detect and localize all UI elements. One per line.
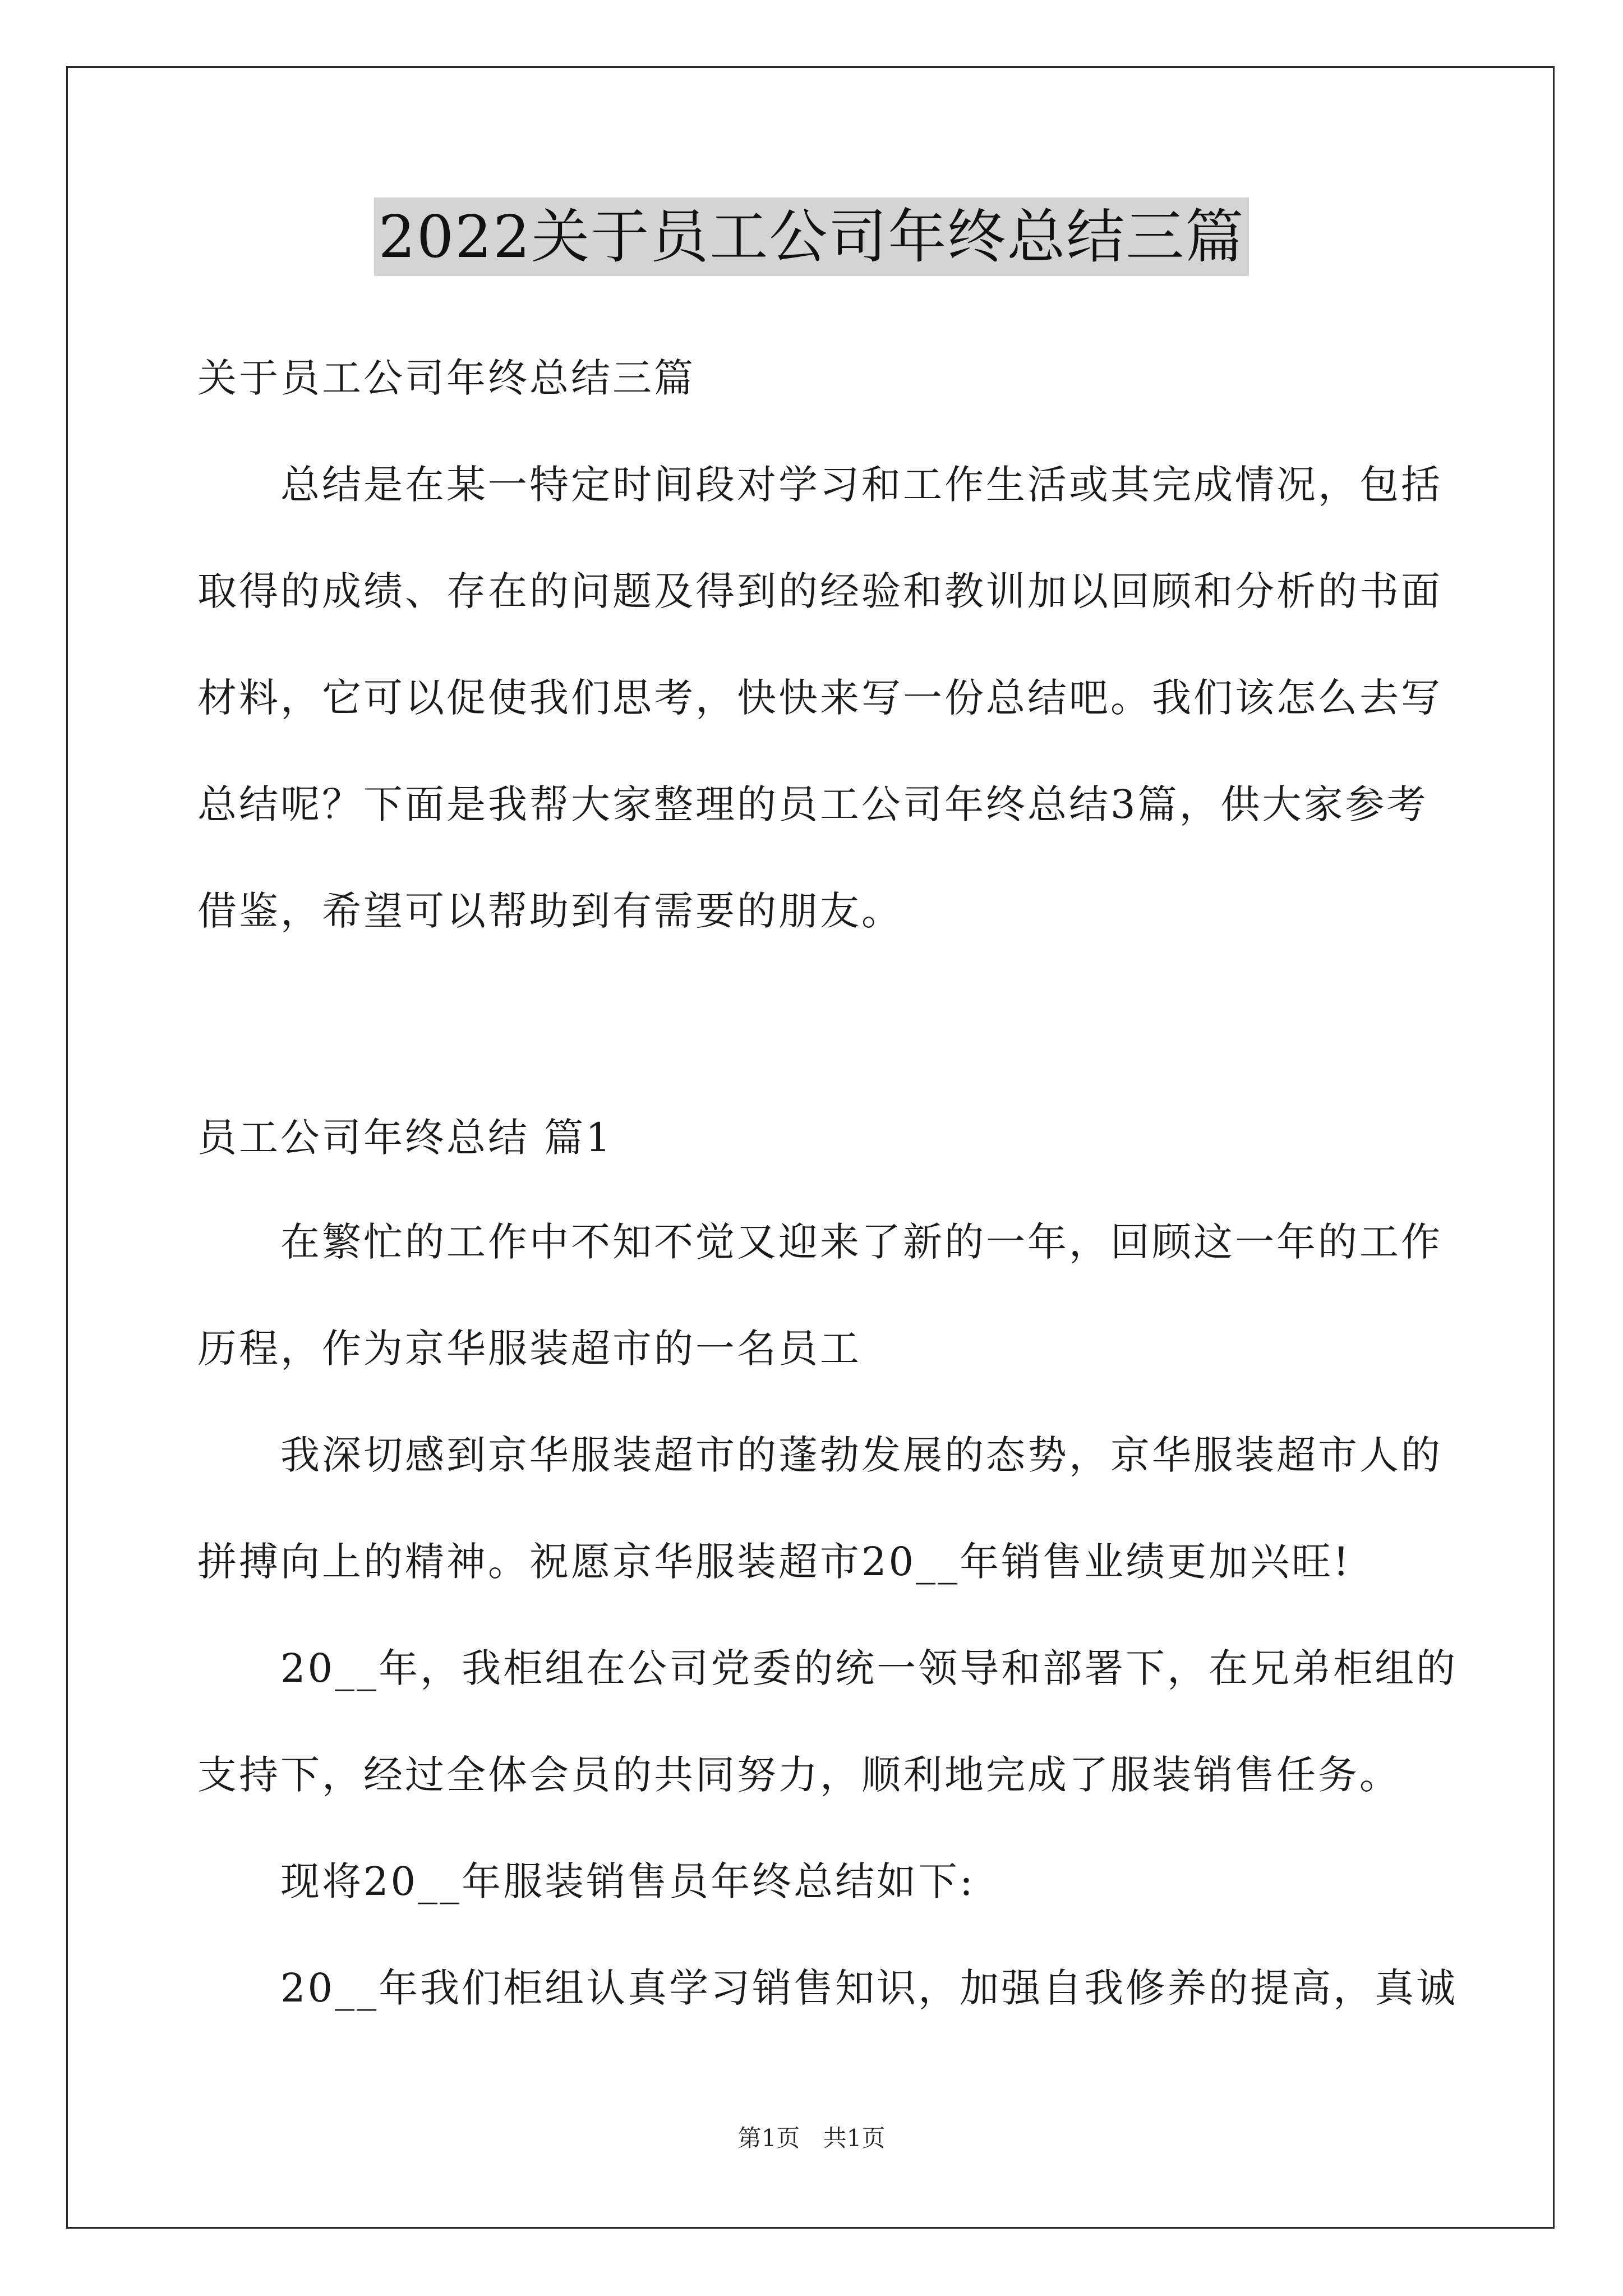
body-line: 取得的成绩、存在的问题及得到的经验和教训加以回顾和分析的书面 xyxy=(197,568,1442,614)
body-line: 总结呢？下面是我帮大家整理的员工公司年终总结3篇，供大家参考 xyxy=(197,781,1428,827)
body-line: 历程，作为京华服装超市的一名员工 xyxy=(197,1326,861,1372)
body-line: 支持下，经过全体会员的共同努力，顺利地完成了服装销售任务。 xyxy=(197,1752,1401,1798)
body-line: 借鉴，希望可以帮助到有需要的朋友。 xyxy=(197,888,903,934)
section-heading: 员工公司年终总结 篇1 xyxy=(197,1115,613,1161)
page-number-current: 第1页 xyxy=(737,2124,800,2152)
page-number-total: 共1页 xyxy=(823,2124,886,2152)
body-line: 我深切感到京华服装超市的蓬勃发展的态势，京华服装超市人的 xyxy=(197,1432,1442,1478)
body-line: 拼搏向上的精神。祝愿京华服装超市20__年销售业绩更加兴旺! xyxy=(197,1539,1352,1585)
body-line: 总结是在某一特定时间段对学习和工作生活或其完成情况，包括 xyxy=(197,462,1442,508)
body-line: 现将20__年服装销售员年终总结如下: xyxy=(197,1858,975,1904)
body-line: 材料，它可以促使我们思考，快快来写一份总结吧。我们该怎么去写 xyxy=(197,675,1442,721)
subtitle-line: 关于员工公司年终总结三篇 xyxy=(197,355,695,401)
title-container xyxy=(0,197,1623,276)
body-line: 20__年我们柜组认真学习销售知识，加强自我修养的提高，真诚 xyxy=(197,1965,1458,2011)
body-line: 在繁忙的工作中不知不觉又迎来了新的一年，回顾这一年的工作 xyxy=(197,1219,1442,1265)
document-title: 2022关于员工公司年终总结三篇 xyxy=(374,197,1249,276)
page-footer xyxy=(0,2122,1623,2155)
body-line: 20__年，我柜组在公司党委的统一领导和部署下，在兄弟柜组的 xyxy=(197,1645,1458,1691)
